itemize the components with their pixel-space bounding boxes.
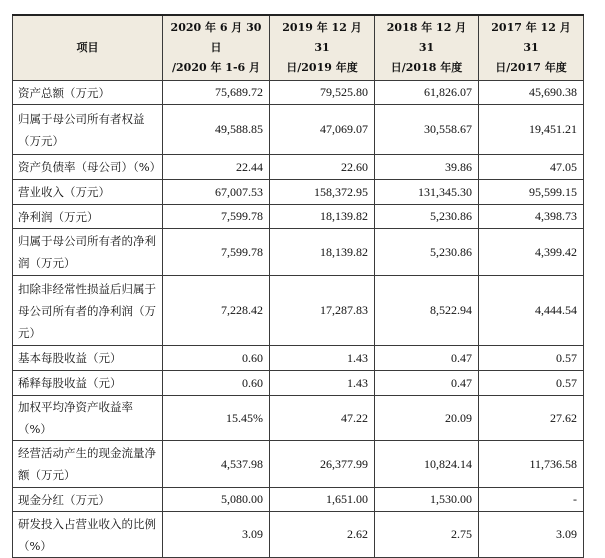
cell-value: 18,139.82 bbox=[270, 229, 375, 276]
row-label: 现金分红（万元） bbox=[13, 488, 163, 512]
table-row bbox=[13, 205, 584, 229]
table-row bbox=[13, 512, 584, 558]
cell-value: 5,230.86 bbox=[375, 205, 479, 229]
cell-value: 4,537.98 bbox=[163, 441, 270, 488]
cell-value: 45,690.38 bbox=[479, 81, 584, 105]
cell-value: 5,230.86 bbox=[375, 229, 479, 276]
cell-value: 1,651.00 bbox=[270, 488, 375, 512]
cell-value: 131,345.30 bbox=[375, 180, 479, 205]
cell-value: 0.60 bbox=[163, 346, 270, 371]
table-row bbox=[13, 180, 584, 205]
cell-value: 67,007.53 bbox=[163, 180, 270, 205]
table-row bbox=[13, 276, 584, 346]
cell-value: 1,530.00 bbox=[375, 488, 479, 512]
cell-value: 2.62 bbox=[270, 512, 375, 558]
cell-value: 47.22 bbox=[270, 396, 375, 441]
cell-value: 79,525.80 bbox=[270, 81, 375, 105]
header-2020h1: 2020 年 6 月 30 日 /2020 年 1-6 月 bbox=[163, 15, 270, 81]
cell-value: 7,599.78 bbox=[163, 205, 270, 229]
cell-value: 8,522.94 bbox=[375, 276, 479, 346]
table-row bbox=[13, 441, 584, 488]
cell-value: 4,398.73 bbox=[479, 205, 584, 229]
cell-value: 3.09 bbox=[163, 512, 270, 558]
table-row bbox=[13, 81, 584, 105]
row-label: 基本每股收益（元） bbox=[13, 346, 163, 371]
table-row bbox=[13, 229, 584, 276]
cell-value: 2.75 bbox=[375, 512, 479, 558]
table-row bbox=[13, 488, 584, 512]
cell-value: 1.43 bbox=[270, 371, 375, 396]
header-2017: 2017 年 12 月 31 日/2017 年度 bbox=[479, 15, 584, 81]
row-label: 扣除非经常性损益后归属于母公司所有者的净利润（万元） bbox=[13, 276, 163, 346]
row-label: 研发投入占营业收入的比例（%） bbox=[13, 512, 163, 558]
table-row bbox=[13, 105, 584, 155]
row-label: 归属于母公司所有者权益（万元） bbox=[13, 105, 163, 155]
cell-value: 39.86 bbox=[375, 155, 479, 180]
cell-value: 75,689.72 bbox=[163, 81, 270, 105]
cell-value: 61,826.07 bbox=[375, 81, 479, 105]
cell-value: 4,444.54 bbox=[479, 276, 584, 346]
cell-value: 3.09 bbox=[479, 512, 584, 558]
cell-value: 18,139.82 bbox=[270, 205, 375, 229]
cell-value: 95,599.15 bbox=[479, 180, 584, 205]
row-label: 经营活动产生的现金流量净额（万元） bbox=[13, 441, 163, 488]
cell-value: 158,372.95 bbox=[270, 180, 375, 205]
header-2019: 2019 年 12 月 31 日/2019 年度 bbox=[270, 15, 375, 81]
cell-value: - bbox=[479, 488, 584, 512]
table-row bbox=[13, 396, 584, 441]
cell-value: 27.62 bbox=[479, 396, 584, 441]
cell-value: 19,451.21 bbox=[479, 105, 584, 155]
table-header-row bbox=[13, 15, 584, 81]
row-label: 营业收入（万元） bbox=[13, 180, 163, 205]
row-label: 加权平均净资产收益率（%） bbox=[13, 396, 163, 441]
cell-value: 0.57 bbox=[479, 346, 584, 371]
cell-value: 0.60 bbox=[163, 371, 270, 396]
cell-value: 20.09 bbox=[375, 396, 479, 441]
cell-value: 5,080.00 bbox=[163, 488, 270, 512]
cell-value: 49,588.85 bbox=[163, 105, 270, 155]
table-row bbox=[13, 346, 584, 371]
cell-value: 47,069.07 bbox=[270, 105, 375, 155]
header-item: 项目 bbox=[13, 15, 163, 81]
financial-indicators-table bbox=[12, 14, 584, 558]
row-label: 资产总额（万元） bbox=[13, 81, 163, 105]
row-label: 资产负债率（母公司）（%） bbox=[13, 155, 163, 180]
cell-value: 1.43 bbox=[270, 346, 375, 371]
cell-value: 17,287.83 bbox=[270, 276, 375, 346]
row-label: 归属于母公司所有者的净利润（万元） bbox=[13, 229, 163, 276]
header-2018: 2018 年 12 月 31 日/2018 年度 bbox=[375, 15, 479, 81]
cell-value: 7,228.42 bbox=[163, 276, 270, 346]
cell-value: 0.57 bbox=[479, 371, 584, 396]
row-label: 净利润（万元） bbox=[13, 205, 163, 229]
cell-value: 22.44 bbox=[163, 155, 270, 180]
cell-value: 0.47 bbox=[375, 346, 479, 371]
cell-value: 26,377.99 bbox=[270, 441, 375, 488]
cell-value: 7,599.78 bbox=[163, 229, 270, 276]
cell-value: 4,399.42 bbox=[479, 229, 584, 276]
cell-value: 47.05 bbox=[479, 155, 584, 180]
cell-value: 0.47 bbox=[375, 371, 479, 396]
financial-table-container bbox=[12, 14, 583, 558]
cell-value: 11,736.58 bbox=[479, 441, 584, 488]
cell-value: 22.60 bbox=[270, 155, 375, 180]
cell-value: 15.45% bbox=[163, 396, 270, 441]
cell-value: 10,824.14 bbox=[375, 441, 479, 488]
cell-value: 30,558.67 bbox=[375, 105, 479, 155]
row-label: 稀释每股收益（元） bbox=[13, 371, 163, 396]
table-row bbox=[13, 371, 584, 396]
table-row bbox=[13, 155, 584, 180]
